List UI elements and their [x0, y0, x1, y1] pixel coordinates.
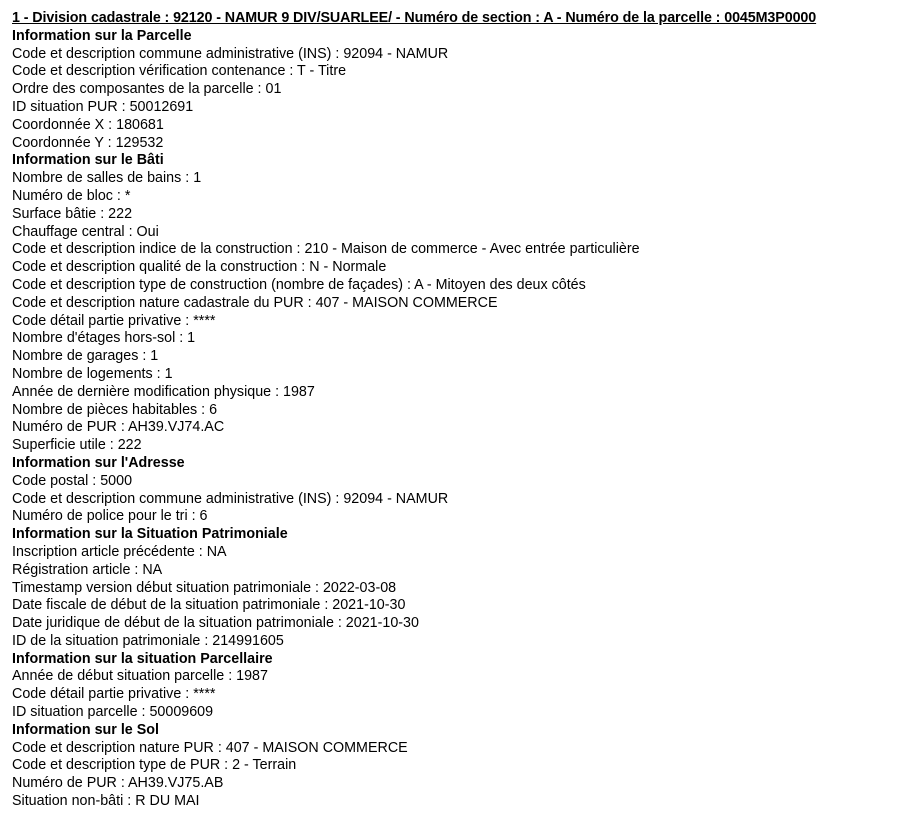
field-line: Code et description commune administrative (INS) : 92094 - NAMUR [12, 490, 449, 507]
field-line: Chauffage central : Oui [12, 223, 159, 240]
field-line: Ordre des composantes de la parcelle : 01 [12, 81, 282, 98]
field-line: Date fiscale de début de la situation patrimoniale : 2021-10-30 [12, 597, 406, 614]
field-line: Numéro de PUR : AH39.VJ74.AC [12, 419, 225, 436]
section-block [12, 455, 902, 526]
field-line: Code et description nature cadastrale du PUR : 407 - MAISON COMMERCE [12, 294, 498, 311]
section-block [12, 651, 902, 722]
section-heading: Information sur l'Adresse [12, 454, 185, 471]
field-line: Nombre d'étages hors-sol : 1 [12, 330, 196, 347]
field-line: ID situation parcelle : 50009609 [12, 704, 214, 721]
field-line: Code détail partie privative : **** [12, 686, 216, 703]
section-heading: Information sur le Bâti [12, 152, 164, 169]
field-line: Code et description vérification contenance : T - Titre [12, 63, 347, 80]
field-line: Date juridique de début de la situation patrimoniale : 2021-10-30 [12, 615, 419, 632]
field-line: Année de début situation parcelle : 1987 [12, 668, 268, 685]
field-line: Code et description nature PUR : 407 - MAISON COMMERCE [12, 739, 408, 756]
field-line: Situation non-bâti : R DU MAI [12, 793, 200, 810]
field-line: ID de la situation patrimoniale : 214991605 [12, 632, 284, 649]
parcel-document [12, 10, 902, 811]
field-line: Surface bâtie : 222 [12, 205, 133, 222]
section-block [12, 526, 902, 651]
document-title: 1 - Division cadastrale : 92120 - NAMUR 9 DIV/SUARLEE/ - Numéro de section : A - Numéro de la parcelle : 0045M3P0000 [12, 10, 817, 26]
field-line: Numéro de bloc : * [12, 187, 131, 204]
field-line: Nombre de logements : 1 [12, 365, 173, 382]
section-heading: Information sur la situation Parcellaire [12, 650, 273, 667]
field-line: Nombre de salles de bains : 1 [12, 170, 202, 187]
field-line: Coordonnée Y : 129532 [12, 134, 164, 151]
field-line: Nombre de garages : 1 [12, 348, 159, 365]
field-line: ID situation PUR : 50012691 [12, 98, 194, 115]
field-line: Code et description qualité de la construction : N - Normale [12, 259, 387, 276]
field-line: Code et description type de PUR : 2 - Terrain [12, 757, 297, 774]
section-block [12, 722, 902, 811]
field-line: Coordonnée X : 180681 [12, 116, 164, 133]
field-line: Numéro de police pour le tri : 6 [12, 508, 208, 525]
field-line: Code détail partie privative : **** [12, 312, 216, 329]
sections-container [12, 28, 902, 811]
section-block [12, 28, 902, 153]
field-line: Code et description type de construction (nombre de façades) : A - Mitoyen des deux côtés [12, 276, 586, 293]
field-line: Code et description indice de la construction : 210 - Maison de commerce - Avec entrée particulière [12, 241, 640, 258]
section-heading: Information sur la Situation Patrimoniale [12, 526, 288, 543]
field-line: Inscription article précédente : NA [12, 543, 227, 560]
field-line: Code postal : 5000 [12, 472, 133, 489]
section-heading: Information sur la Parcelle [12, 27, 192, 44]
section-heading: Information sur le Sol [12, 721, 159, 738]
section-block [12, 152, 902, 455]
field-line: Numéro de PUR : AH39.VJ75.AB [12, 775, 224, 792]
field-line: Code et description commune administrative (INS) : 92094 - NAMUR [12, 45, 449, 62]
field-line: Nombre de pièces habitables : 6 [12, 401, 218, 418]
field-line: Régistration article : NA [12, 561, 163, 578]
field-line: Superficie utile : 222 [12, 437, 142, 454]
field-line: Année de dernière modification physique : 1987 [12, 383, 315, 400]
field-line: Timestamp version début situation patrimoniale : 2022-03-08 [12, 579, 397, 596]
